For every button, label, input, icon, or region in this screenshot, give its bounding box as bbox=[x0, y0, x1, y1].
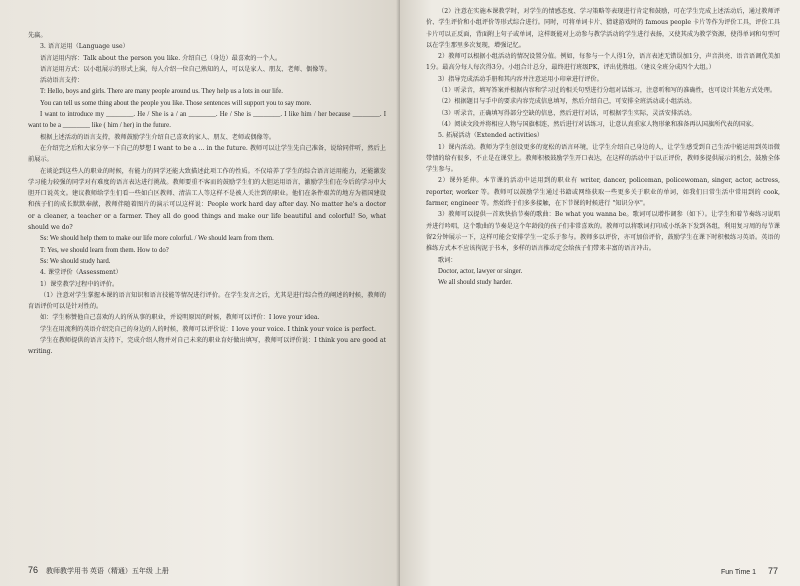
paragraph: You can tell us some thing about the people you like. Those sentences will support you to say more. bbox=[40, 99, 312, 107]
paragraph: 2）教师可以根据小组活动的情况设置分值。例如，每参与一个人得1分，语言表述无错误加1分，声音洪亮、语音语调优美加1分。最高分每人每次得3分。小组合计总分，最终进行班级PK，评出优胜组。（建议全班分成四个大组。） bbox=[426, 53, 780, 72]
paragraph: 学生在教师提供的语言支持下，完成介绍人物并对自己未来的职业育好做出填写，教师可以评价说：I think you are good at writing. bbox=[28, 337, 386, 356]
paragraph: 在介绍完之后和大家分享一下自己的梦想 I want to be a ... in the future. 教师可以让学生先自己准备，说给同伴听，然后上前展示。 bbox=[28, 144, 386, 164]
right-page bbox=[400, 0, 800, 586]
paragraph: We all should study harder. bbox=[438, 279, 513, 287]
paragraph: Ss: We should help them to make our life more colorful. / We should learn from them. bbox=[40, 235, 274, 243]
paragraph: Doctor, actor, lawyer or singer. bbox=[438, 267, 523, 275]
paragraph: （4）阅读文段并将相应人物与国旗相连，然后进行对话练习，让意认真重家人物形象和准备再认国旗所代表的国家。 bbox=[438, 120, 758, 128]
left-page-body bbox=[28, 30, 386, 358]
paragraph: （2）注意在实施本课教学时，对学生的情感态度、学习策略等表现进行肯定和鼓励，可在学生完成上述活动后，通过教师评价、学生评价和小组评价等形式综合进行。同时，可将单词卡片、猜谜游戏时的 famous people 卡片等作为评价工具，评价工具卡片可以正反面，背面附上句子或单词，这样既能对上动参与教学活动的学生进行表扬，又使其成为教学资源，使得单词和句型可以在学生那里多次复现，增强记忆。 bbox=[426, 8, 780, 49]
paragraph: 语言运用内容：Talk about the person you like. 介绍自己（身边）最喜欢的一个人。 bbox=[40, 54, 282, 62]
paragraph: I want to introduce my ________. He / She is a / an ________. He / She is ________. I like him / her because ________. I want to be a ________ like ( him / her) in the future. bbox=[28, 111, 386, 130]
paragraph: 4. 课堂评价（Assessment） bbox=[40, 269, 122, 277]
paragraph: T: Yes, we should learn from them. How to do? bbox=[40, 246, 169, 254]
right-page-number: 77 bbox=[767, 566, 778, 576]
left-running-footer: 教师教学用书 英语（精通）五年级 上册 bbox=[45, 568, 169, 575]
paragraph: 根据上述活动的语言支持，教师鼓励学生介绍自己喜欢的家人、朋友、老师或偶像等。 bbox=[40, 133, 276, 141]
paragraph: （1）听录音，填写答案并根据内容和学习过的相关句型进行分组对话练习，注意听和写的准确性，也可设计其他方式处理。 bbox=[438, 87, 777, 95]
paragraph: 3. 语言运用（Language use） bbox=[40, 43, 129, 51]
right-page-body bbox=[426, 6, 780, 288]
paragraph: （2）根据题目与手中的要求内容完成信息填写，然后介绍自己，可安排全班活动或小组活动。 bbox=[438, 98, 696, 106]
paragraph: T: Hello, boys and girls. There are many people around us. They help us a lots in our life. bbox=[40, 88, 283, 96]
paragraph: 3）教师可以提供一首欢快拾节奏的歌曲：Be what you wanna be。歌词可以增作调参（如下）。让学生和着节奏练习说唱并进行吟唱，这个歌曲的节奏是这个年龄段的孩子们非常喜欢的。教师可以将歌词打印成小纸条下发到各组，利用复习周的每节课留2分钟展示一下，这样可能会安排学生一定乐于参与。教师多以评价，亦可加倍评价，鼓励学生在课下时积极练习英语。英语的推练方式本不应该拘泥于书本，多样的语言推动定会给孩子们带来丰富的语言冲击。 bbox=[426, 211, 780, 253]
paragraph: 学生在用流利的英语介绍完自己的身边的人的时候，教师可以评价说：I love your voice. I think your voice is perfect. bbox=[40, 325, 376, 333]
left-page-footer bbox=[28, 565, 169, 576]
paragraph: 5. 拓展活动（Extended activities） bbox=[438, 132, 544, 140]
paragraph: 2）课外延伸。本节课的活动中运用到的职业有 writer, dancer, policeman, policewoman, singer, actor, actress, reporter, worker 等。教师可以鼓励学生通过书籍或网络获取一些更多关于职业的单词，如我们日常生活中常用到的 cook, farmer, engineer 等。然始终于们多多接触，在下节课的时候进行 "知识分享"。 bbox=[426, 177, 780, 208]
paragraph: 在谈论到这些人的职业的时候，有能力的同学还能大致描述此项工作的性质。不仅培养了学生的综合语言运用能力，还能激发学习能力较强的同学对有难度的语言表达进行挑战。教师要重不客而的鼓励学生们的大胆运用语言，激励学生们在今后的学习中大胆开口说英文。建议教师给学生们看一些如白区教师、清洁工人等这样不是被人关注到的职业。他们在条件艰苦的地方为祖国建设和孩子们的成长默默奉献，教师伴随着图片的演示可以这样说：People work hard day after day. No matter he's a doctor or a cleaner, a teacher or a farmer. They all do good things and make our life beautiful and colorful! So, what should we do? bbox=[28, 167, 386, 232]
paragraph: 1）课堂教学过程中的评价。 bbox=[40, 280, 119, 288]
right-running-footer: Fun Time 1 bbox=[721, 569, 757, 576]
paragraph: （1）注意对学生掌握本课的语言知识和语言技能等情况进行评价。在学生发言之后，尤其是进行综合性的阐述的时候，教师的育语评价可以是针对性的。 bbox=[28, 291, 386, 311]
paragraph: 先赢。 bbox=[28, 32, 47, 39]
paragraph: 如：学生称赞他自己喜欢的人的所从事的职业，并说明原因的时候，教师可以评价：I love your idea. bbox=[40, 314, 320, 322]
paragraph: 1）课内活动。教师为学生创设更多的宽松的语言环境，让学生介绍自己身边的人，让学生感受到自己生活中能运用到英语微带情的给有很多，不止是在课堂上。教师积极鼓励学生开口表达，在这样的活动中于以正评价，教师多提供展示的机会，鼓励全体学生参与。 bbox=[426, 143, 780, 174]
paragraph: 歌词： bbox=[438, 256, 457, 264]
paragraph: 语言运用方式：以小组展示的形式上演，每人介绍一位自己熟知的人，可以是家人、朋友、老师、偶像等。 bbox=[40, 65, 331, 73]
left-page-number: 76 bbox=[28, 565, 39, 575]
right-page-footer bbox=[721, 566, 778, 576]
paragraph: Ss: We should study hard. bbox=[40, 257, 111, 265]
paragraph: 3）指导完成活动手册和其内容并注意运用小印章进行评价。 bbox=[438, 75, 603, 83]
paragraph: （3）听录音，正确填写得部分空缺的信息，然后进行对话，可根据学生实际，灵活安排活动。 bbox=[438, 109, 696, 117]
paragraph: 活动语言支持： bbox=[40, 77, 84, 85]
